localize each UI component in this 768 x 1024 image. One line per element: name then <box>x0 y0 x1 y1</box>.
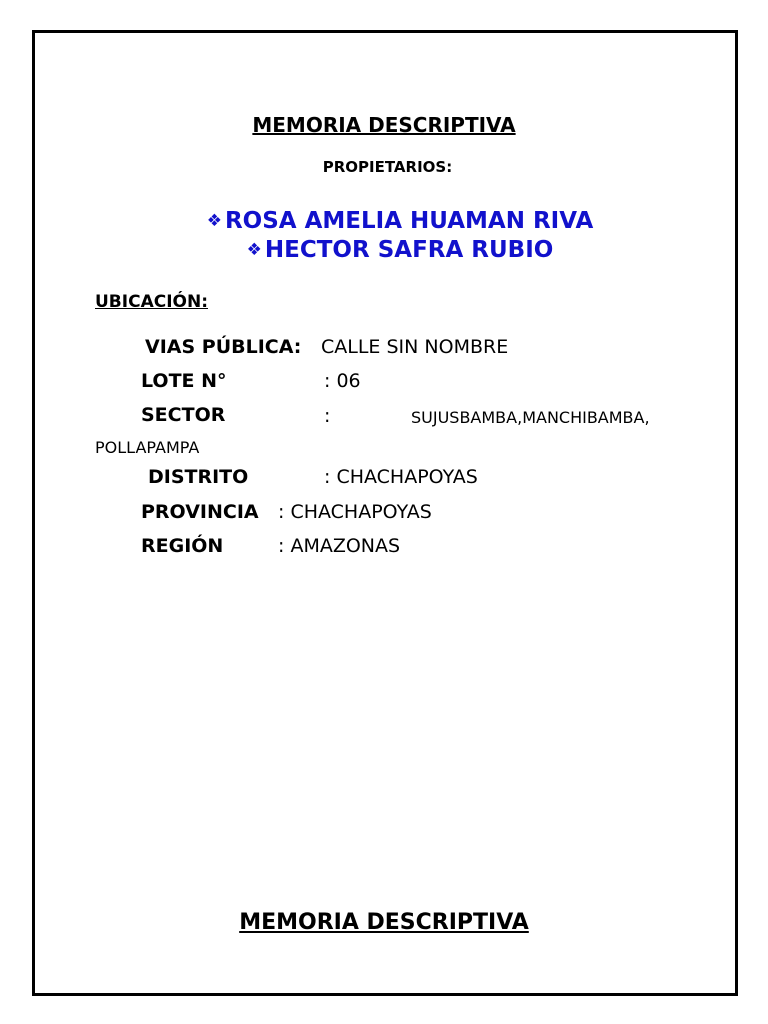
owner-2 <box>0 237 768 263</box>
sector-value-line1: SUJUSBAMBA,MANCHIBAMBA, <box>411 408 650 427</box>
distrito-value: : CHACHAPOYAS <box>324 466 478 488</box>
provincia-label: PROVINCIA <box>141 501 259 523</box>
via-value: CALLE SIN NOMBRE <box>321 336 509 358</box>
region-label: REGIÓN <box>141 535 224 557</box>
document-title: MEMORIA DESCRIPTIVA <box>252 113 516 137</box>
region-value: : AMAZONAS <box>278 535 401 557</box>
location-label: UBICACIÓN: <box>95 292 208 312</box>
owner-name: ROSA AMELIA HUAMAN RIVA <box>224 208 594 234</box>
provincia-value: : CHACHAPOYAS <box>278 501 432 523</box>
owner-1 <box>0 208 768 234</box>
lote-label: LOTE N° <box>141 370 227 392</box>
diamond-bullet-icon: ❖ <box>246 240 262 260</box>
distrito-label: DISTRITO <box>148 466 249 488</box>
sector-colon: : <box>324 405 331 427</box>
footer-title: MEMORIA DESCRIPTIVA <box>239 910 529 935</box>
sector-label: SECTOR <box>141 404 226 426</box>
owners-label: PROPIETARIOS: <box>322 158 453 176</box>
diamond-bullet-icon: ❖ <box>206 211 222 231</box>
lote-value: : 06 <box>324 370 361 392</box>
owner-name: HECTOR SAFRA RUBIO <box>264 237 554 263</box>
sector-value-line2: POLLAPAMPA <box>95 438 200 457</box>
via-label: VIAS PÚBLICA: <box>145 336 302 358</box>
